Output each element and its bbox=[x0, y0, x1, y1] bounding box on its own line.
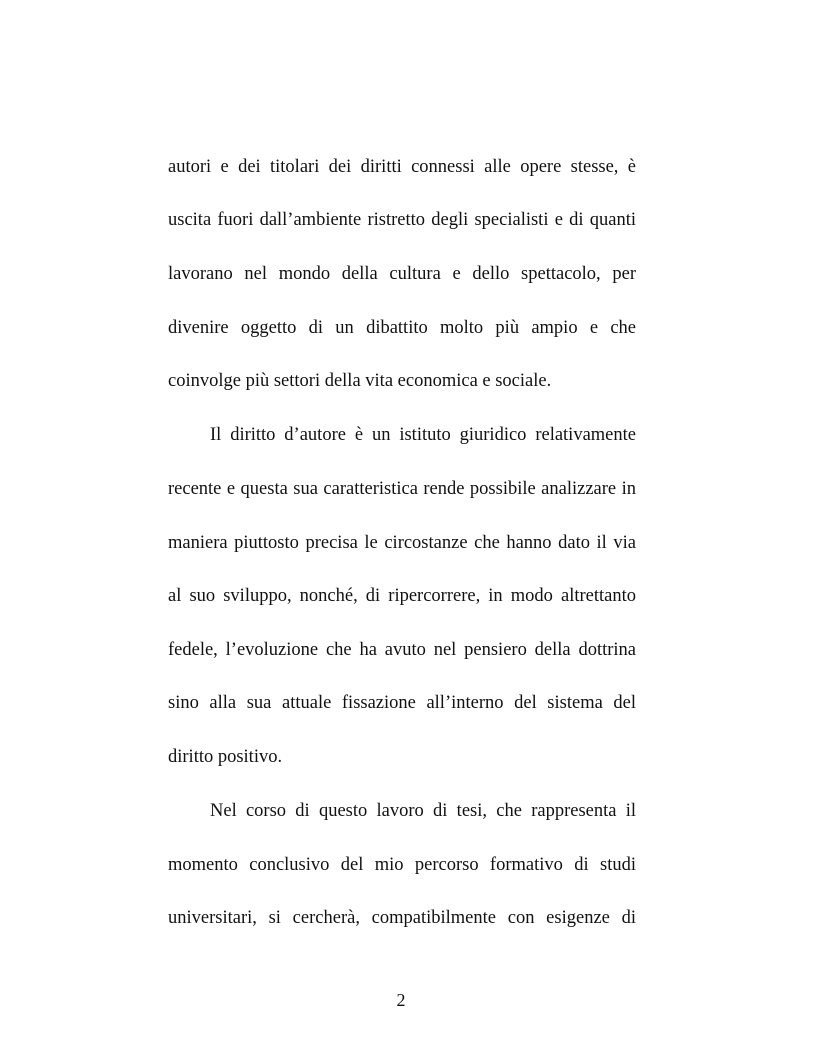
text-line: divenire oggetto di un dibattito molto più ampio e che bbox=[168, 318, 636, 338]
paragraph-first-line: Il diritto d’autore è un istituto giuridico relativamente bbox=[210, 425, 636, 445]
text-line: sino alla sua attuale fissazione all’interno del sistema del bbox=[168, 693, 636, 713]
text-line: diritto positivo. bbox=[168, 747, 283, 767]
text-line: autori e dei titolari dei diritti connessi alle opere stesse, è bbox=[168, 157, 636, 177]
text-line: al suo sviluppo, nonché, di ripercorrere, in modo altrettanto bbox=[168, 586, 636, 606]
text-line: momento conclusivo del mio percorso formativo di studi bbox=[168, 855, 636, 875]
text-line: coinvolge più settori della vita economica e sociale. bbox=[168, 371, 552, 391]
text-line: lavorano nel mondo della cultura e dello spettacolo, per bbox=[168, 264, 636, 284]
text-line: recente e questa sua caratteristica rende possibile analizzare in bbox=[168, 479, 636, 499]
page-number: 2 bbox=[396, 990, 406, 1010]
paragraph-first-line: Nel corso di questo lavoro di tesi, che rappresenta il bbox=[210, 801, 636, 821]
text-line: uscita fuori dall’ambiente ristretto degli specialisti e di quanti bbox=[168, 210, 636, 230]
text-line: fedele, l’evoluzione che ha avuto nel pensiero della dottrina bbox=[168, 640, 636, 660]
text-line: universitari, si cercherà, compatibilmente con esigenze di bbox=[168, 908, 636, 928]
text-line: maniera piuttosto precisa le circostanze che hanno dato il via bbox=[168, 533, 636, 553]
